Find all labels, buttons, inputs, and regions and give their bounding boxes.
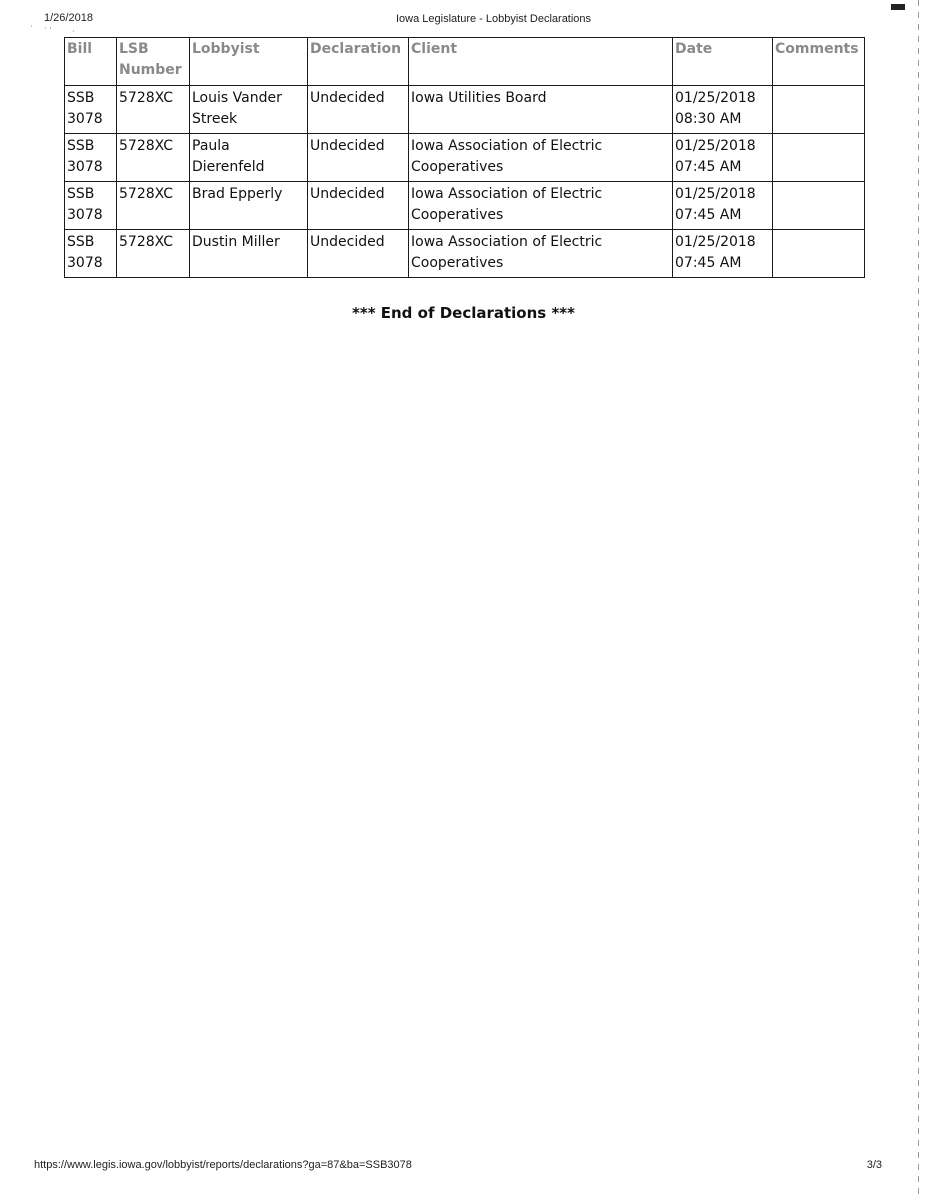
table-header-row — [65, 38, 865, 86]
column-header: Comments — [773, 38, 865, 86]
bill-cell: SSB 3078 — [65, 230, 117, 278]
comments-cell — [773, 182, 865, 230]
comments-cell — [773, 230, 865, 278]
column-header: Declaration — [308, 38, 409, 86]
column-header: Lobbyist — [190, 38, 308, 86]
scan-speck: · · — [44, 24, 52, 33]
bill-cell: SSB 3078 — [65, 86, 117, 134]
lsb-cell: 5728XC — [117, 86, 190, 134]
column-header: Date — [673, 38, 773, 86]
client-cell: Iowa Association of Electric Cooperatives — [409, 230, 673, 278]
comments-cell — [773, 134, 865, 182]
scan-speck: · — [30, 22, 33, 31]
client-cell: Iowa Utilities Board — [409, 86, 673, 134]
table-row — [65, 86, 865, 134]
source-url: https://www.legis.iowa.gov/lobbyist/reports/declarations?ga=87&ba=SSB3078 — [34, 1159, 412, 1171]
page-number: 3/3 — [866, 1159, 882, 1171]
declaration-cell: Undecided — [308, 230, 409, 278]
declaration-cell: Undecided — [308, 134, 409, 182]
column-header: Bill — [65, 38, 117, 86]
scan-mark — [891, 4, 905, 10]
page-title: Iowa Legislature - Lobbyist Declarations — [396, 13, 592, 25]
table-row — [65, 182, 865, 230]
lobbyist-cell: Louis Vander Streek — [190, 86, 308, 134]
column-header: LSB Number — [117, 38, 190, 86]
scan-edge — [918, 0, 919, 1200]
client-cell: Iowa Association of Electric Cooperatives — [409, 182, 673, 230]
print-date: 1/26/2018 — [44, 12, 93, 24]
lobbyist-cell: Paula Dierenfeld — [190, 134, 308, 182]
declaration-cell: Undecided — [308, 182, 409, 230]
comments-cell — [773, 86, 865, 134]
scan-speck: · — [72, 27, 75, 36]
declarations-table — [64, 37, 865, 278]
table-row — [65, 134, 865, 182]
lsb-cell: 5728XC — [117, 230, 190, 278]
end-of-declarations: *** End of Declarations *** — [352, 304, 575, 322]
page-header — [0, 12, 927, 28]
date-cell: 01/25/2018 07:45 AM — [673, 134, 773, 182]
lobbyist-cell: Brad Epperly — [190, 182, 308, 230]
lsb-cell: 5728XC — [117, 134, 190, 182]
date-cell: 01/25/2018 07:45 AM — [673, 182, 773, 230]
date-cell: 01/25/2018 07:45 AM — [673, 230, 773, 278]
table-row — [65, 230, 865, 278]
declaration-cell: Undecided — [308, 86, 409, 134]
bill-cell: SSB 3078 — [65, 182, 117, 230]
column-header: Client — [409, 38, 673, 86]
client-cell: Iowa Association of Electric Cooperatives — [409, 134, 673, 182]
bill-cell: SSB 3078 — [65, 134, 117, 182]
date-cell: 01/25/2018 08:30 AM — [673, 86, 773, 134]
lsb-cell: 5728XC — [117, 182, 190, 230]
lobbyist-cell: Dustin Miller — [190, 230, 308, 278]
